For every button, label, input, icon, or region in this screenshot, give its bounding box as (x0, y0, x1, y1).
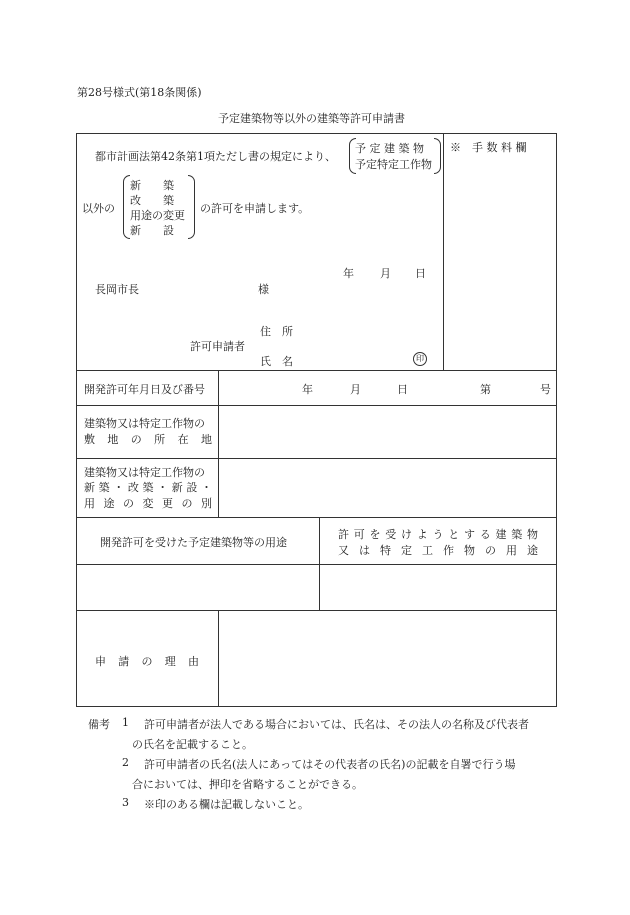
addressee: 長岡市長 (95, 283, 139, 296)
honorific: 様 (258, 283, 269, 296)
seal-mark: 印 (413, 352, 427, 366)
permit-day: 日 (397, 383, 408, 396)
permit-go: 号 (540, 383, 551, 396)
use-right-header-line2: 又 は 特 定 工 作 物 の 用 途 (338, 544, 538, 557)
note-1-number: 1 (122, 716, 129, 729)
options-bracket-left (123, 175, 130, 239)
notes-heading: 備考 (88, 718, 110, 731)
options-bracket-right (188, 175, 195, 239)
date-month: 月 (380, 267, 391, 280)
form-title: 予定建築物等以外の建築等許可申請書 (218, 112, 405, 125)
date-day: 日 (415, 267, 426, 280)
note-2-line1: 許可申請者の氏名(法人にあってはその代表者の氏名)の記載を自署で行う場 (144, 758, 516, 771)
permit-dai: 第 (480, 383, 491, 396)
permit-label: 開発許可年月日及び番号 (84, 383, 205, 396)
application-suffix: の許可を申請します。 (200, 202, 310, 215)
form-number: 第28号様式(第18条関係) (77, 86, 202, 99)
permit-year: 年 (302, 383, 313, 396)
kind-label-line1: 建築物又は特定工作物の (84, 466, 205, 479)
location-label-line1: 建築物又は特定工作物の (84, 417, 205, 430)
applicant-label: 許可申請者 (190, 340, 245, 353)
address-label: 住 所 (260, 325, 293, 338)
date-year: 年 (343, 267, 354, 280)
name-label: 氏 名 (260, 355, 293, 368)
use-right-header-line1: 許 可 を 受 け よ う と す る 建 築 物 (338, 528, 538, 541)
structure-type-lower: 予定特定工作物 (355, 158, 432, 171)
location-label-line2: 敷 地 の 所 在 地 (84, 433, 212, 446)
note-2-line2: 合においては、押印を省略することができる。 (132, 778, 363, 791)
bracket-right (434, 138, 441, 174)
note-1-line1: 許可申請者が法人である場合においては、氏名は、その法人の名称及び代表者 (144, 718, 529, 731)
use-left-header: 開発許可を受けた予定建築物等の用途 (100, 536, 287, 549)
structure-type-upper: 予 定 建 築 物 (355, 142, 424, 155)
permit-month: 月 (350, 383, 361, 396)
option-rebuild: 改 築 (130, 194, 174, 207)
note-1-line2: の氏名を記載すること。 (132, 738, 253, 751)
note-3-line1: ※印のある欄は記載しないこと。 (144, 798, 309, 811)
reason-label: 申 請 の 理 由 (95, 655, 199, 668)
option-change-use: 用途の変更 (130, 209, 185, 222)
kind-label-line2: 新 築 ・ 改 築 ・ 新 設 ・ (84, 481, 212, 494)
fee-label: ※ 手 数 料 欄 (450, 141, 527, 154)
note-3-number: 3 (122, 796, 129, 809)
application-intro: 都市計画法第42条第1項ただし書の規定により、 (95, 150, 336, 163)
kind-label-line3: 用 途 の 変 更 の 別 (84, 497, 212, 510)
note-2-number: 2 (122, 756, 129, 769)
option-new-build: 新 築 (130, 179, 174, 192)
option-new-install: 新 設 (130, 224, 174, 237)
application-prefix: 以外の (82, 202, 115, 215)
